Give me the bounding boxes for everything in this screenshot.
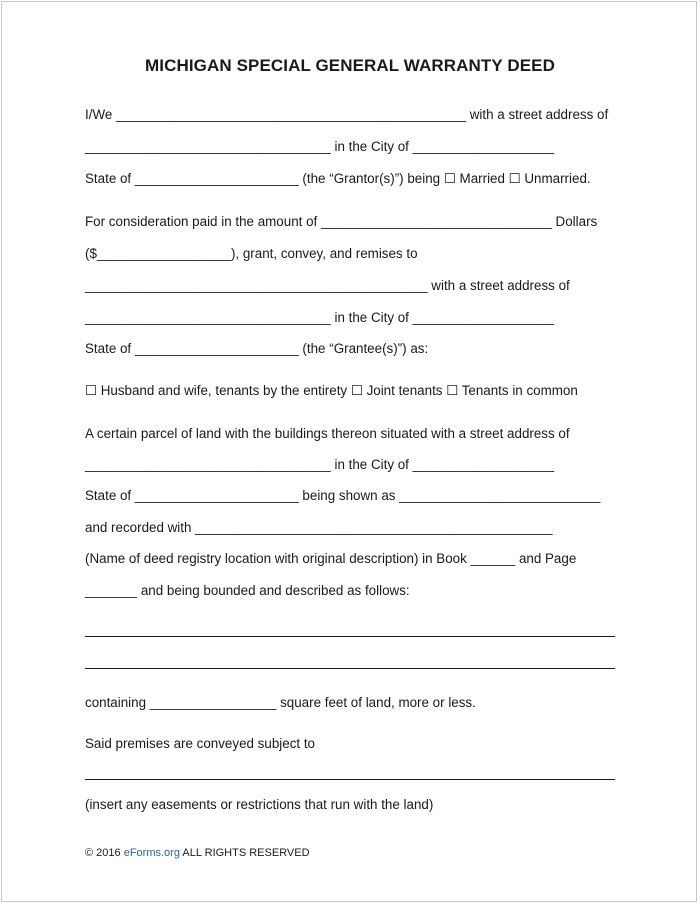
parcel-state-line: State of ______________________ being shown as ___________________________ <box>85 488 601 503</box>
grantor-state-line: State of ______________________ (the “Grantor(s)”) being ☐ Married ☐ Unmarried. <box>85 171 591 186</box>
footer-copyright: © 2016 <box>85 847 124 859</box>
page-border <box>1 1 697 902</box>
parcel-city-line: _________________________________ in the City of ___________________ <box>85 457 555 472</box>
bounded-line: _______ and being bounded and described as follows: <box>85 583 410 598</box>
grantor-city-line: _________________________________ in the City of ___________________ <box>85 139 555 154</box>
description-blank-1 <box>85 636 615 637</box>
parcel-line: A certain parcel of land with the buildings thereon situated with a street address of <box>85 426 570 441</box>
footer-link[interactable]: eForms.org <box>123 847 180 859</box>
footer-rights: ALL RIGHTS RESERVED <box>179 847 310 859</box>
tenancy-options-line: ☐ Husband and wife, tenants by the entirety ☐ Joint tenants ☐ Tenants in common <box>85 383 578 398</box>
amount-line: ($__________________), grant, convey, and remises to <box>85 246 418 261</box>
grantee-city-line: _________________________________ in the City of ___________________ <box>85 310 555 325</box>
registry-line: (Name of deed registry location with original description) in Book ______ and Page <box>85 551 577 566</box>
conveyed-subject-line: Said premises are conveyed subject to <box>85 736 315 751</box>
easements-blank <box>85 779 615 780</box>
grantor-name-line: I/We _______________________________________________ with a street address of <box>85 107 609 122</box>
containing-line: containing _________________ square feet of land, more or less. <box>85 695 476 710</box>
document-title: MICHIGAN SPECIAL GENERAL WARRANTY DEED <box>145 56 555 75</box>
easements-note: (insert any easements or restrictions that run with the land) <box>85 797 434 812</box>
recorded-with-line: and recorded with ________________________________________________ <box>85 520 553 535</box>
consideration-line: For consideration paid in the amount of _______________________________ Dollars <box>85 214 598 229</box>
description-blank-2 <box>85 668 615 669</box>
grantee-state-line: State of ______________________ (the “Grantee(s)”) as: <box>85 341 429 356</box>
footer <box>85 847 310 859</box>
grantee-name-line: ______________________________________________ with a street address of <box>85 278 570 293</box>
